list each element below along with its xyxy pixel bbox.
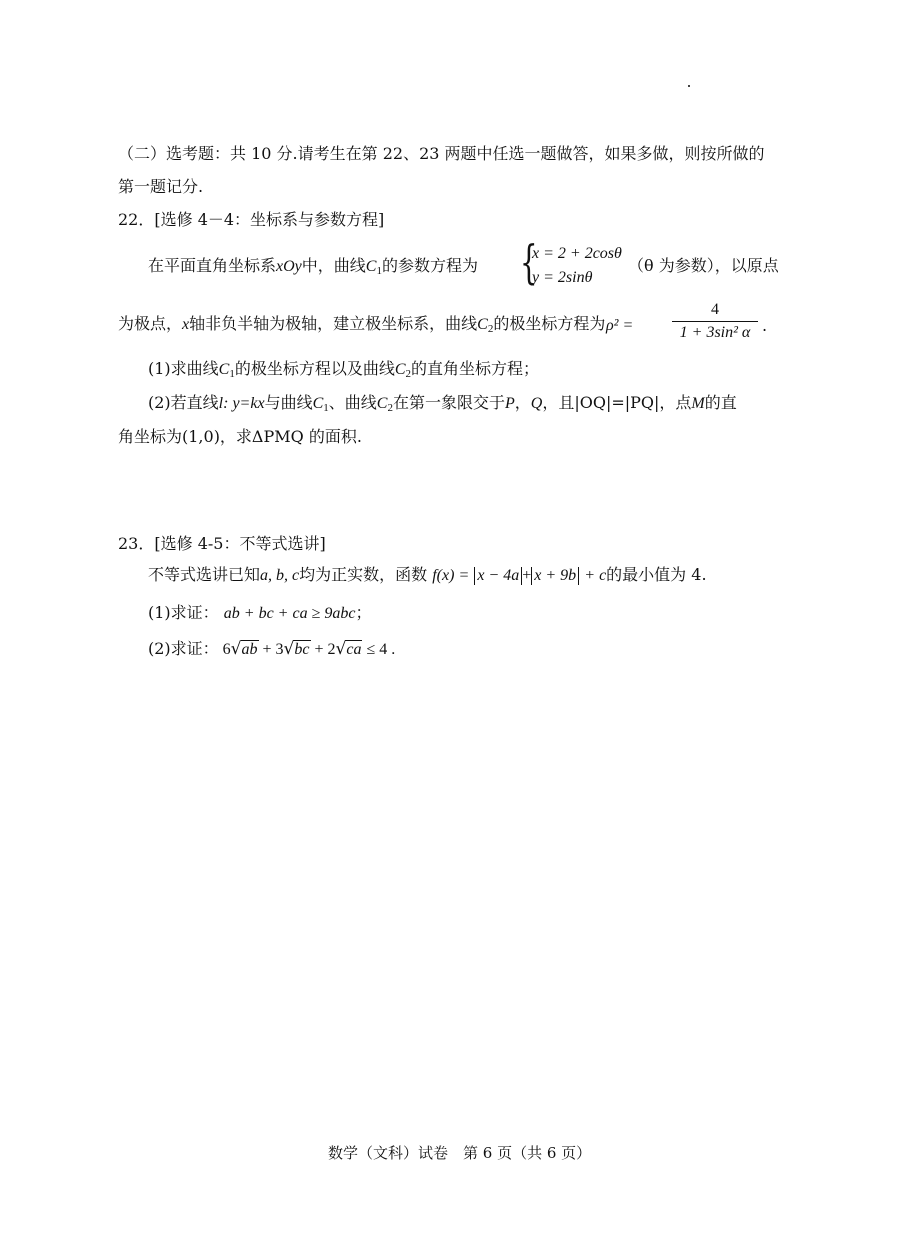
- q23-part1: (1)求证： ab + bc + ca ≥ 9abc；: [148, 603, 372, 622]
- scan-dot: [688, 85, 690, 87]
- fraction-denominator: 1 + 3sin² α: [679, 324, 751, 341]
- q22-param-note: （θ 为参数），以原点: [628, 256, 779, 275]
- q22-part1: (1)求曲线$C_1$的极坐标方程以及曲线$C_2$的直角坐标方程；: [148, 359, 540, 380]
- polar-fraction: [672, 300, 758, 343]
- sqrt-ca: ca: [346, 641, 362, 658]
- q22-part2-line2: 角坐标为(1,0)，求ΔPMQ 的面积.: [118, 427, 362, 446]
- q22-intro: 在平面直角坐标系xOy中，曲线$C_1$的参数方程为: [148, 256, 478, 277]
- q23-title: 23．[选修 4-5：不等式选讲]: [118, 534, 326, 553]
- rho-squared: ρ² =: [606, 317, 634, 334]
- eq-y: y = 2sinθ: [532, 269, 593, 286]
- fraction-bar: [672, 321, 758, 322]
- q23-intro: 不等式选讲已知a, b, c均为正实数，函数 f(x) = x − 4a + x + 9b + c的最小值为 4.: [148, 565, 707, 584]
- left-brace: {: [520, 235, 538, 289]
- sqrt-ab: ab: [241, 641, 258, 658]
- sqrt-bc: bc: [294, 641, 310, 658]
- abs-term-2: x + 9b: [531, 567, 579, 585]
- abs-term-1: x − 4a: [474, 567, 522, 585]
- q22-line2: 为极点，x轴非负半轴为极轴，建立极坐标系，曲线$C_2$的极坐标方程为: [118, 314, 606, 335]
- radical-sign: √: [230, 639, 242, 659]
- q23-part2: (2)求证： 6√ab + 3√bc + 2√ca ≤ 4 .: [148, 639, 396, 659]
- section-heading-line1: （二）选考题：共 10 分.请考生在第 22、23 两题中任选一题做答，如果多做，则按所做的: [118, 144, 765, 163]
- eq-x: x = 2 + 2cosθ: [532, 245, 622, 262]
- q22-part2: (2)若直线l: y=kx与曲线$C_1$、曲线$C_2$在第一象限交于P，Q，且|OQ|=|PQ|，点M的直: [148, 393, 737, 414]
- page-footer: 数学（文科）试卷 第 6 页（共 6 页）: [328, 1144, 592, 1162]
- radical-sign: √: [283, 639, 295, 659]
- q22-period: .: [762, 316, 768, 335]
- section-heading-line2: 第一题记分.: [118, 177, 204, 196]
- fraction-numerator: 4: [711, 301, 719, 318]
- q22-title: 22．[选修 4－4：坐标系与参数方程]: [118, 210, 385, 229]
- radical-sign: √: [335, 639, 347, 659]
